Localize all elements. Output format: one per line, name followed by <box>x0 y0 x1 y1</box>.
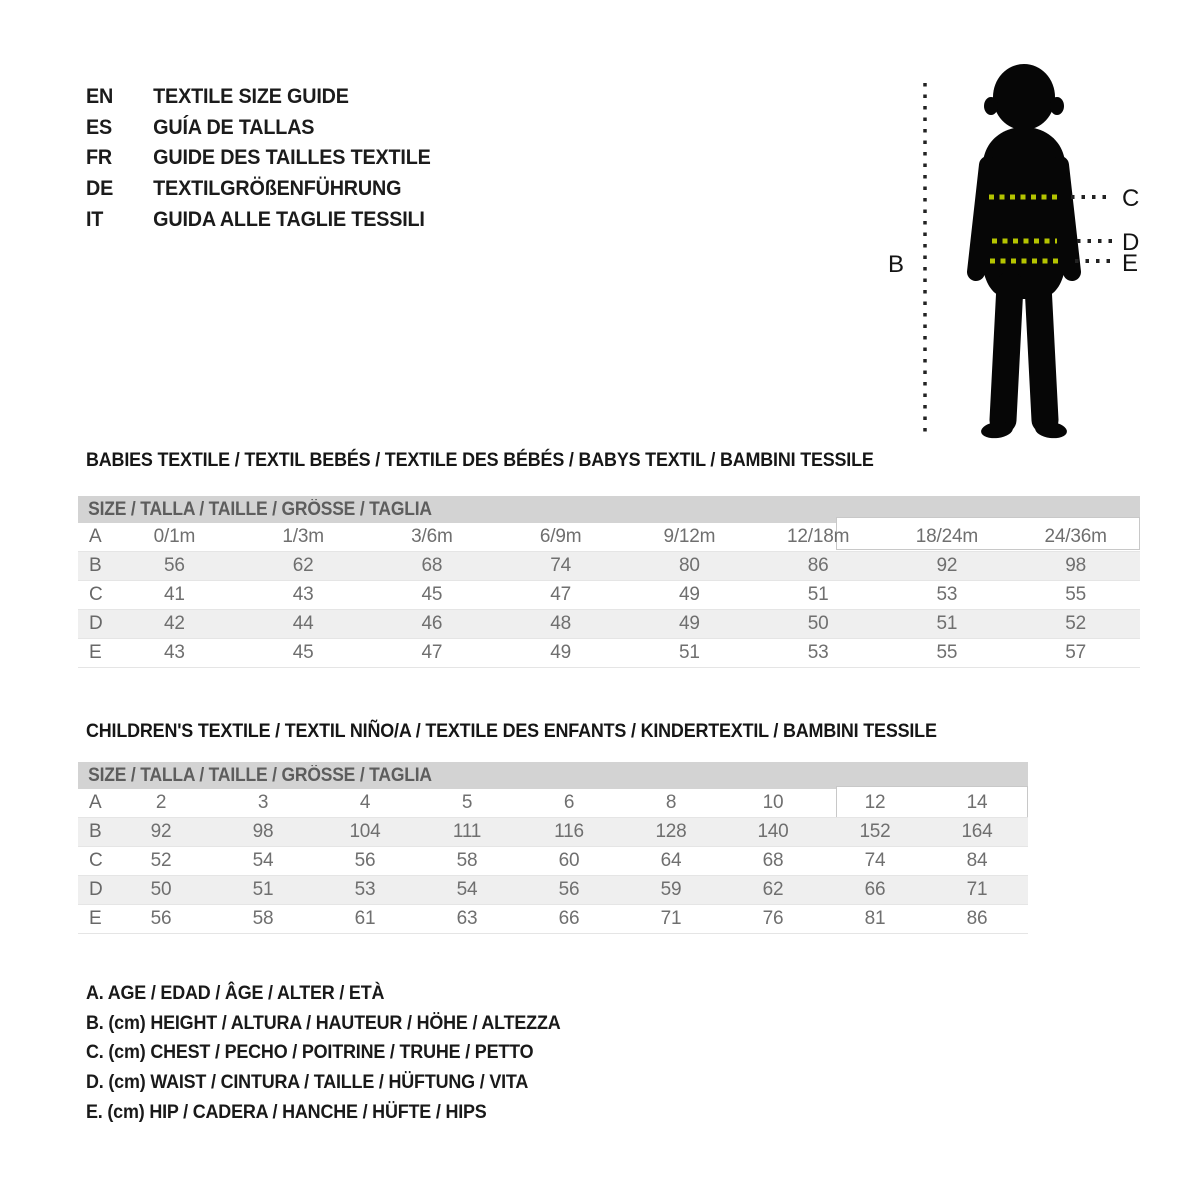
lang-title: GUIDA ALLE TAGLIE TESSILI <box>153 206 425 231</box>
children-size-header-bar <box>78 762 1028 789</box>
table-cell: 43 <box>164 642 185 663</box>
lang-row-es <box>86 112 431 143</box>
table-cell: 53 <box>936 584 958 605</box>
table-cell: 9/12m <box>663 526 716 547</box>
table-cell: 51 <box>807 584 829 605</box>
table-cell: 4 <box>359 792 371 813</box>
table-cell: 14 <box>966 792 988 813</box>
table-cell: 116 <box>554 821 584 842</box>
table-cell: 1/3m <box>282 526 324 547</box>
table-row-waist <box>78 610 1140 639</box>
table-cell: 64 <box>660 850 682 871</box>
table-cell: 10 <box>762 792 784 813</box>
table-cell: 47 <box>550 584 571 605</box>
table-cell: 61 <box>354 908 376 929</box>
table-cell: 80 <box>679 555 700 576</box>
table-cell: 55 <box>1065 584 1086 605</box>
table-cell: 152 <box>859 821 891 842</box>
table-cell: 56 <box>150 908 172 929</box>
table-cell: 50 <box>150 879 172 900</box>
table-cell: 111 <box>452 821 482 842</box>
table-cell: 62 <box>762 879 784 900</box>
table-cell: 50 <box>807 613 829 634</box>
table-cell: 8 <box>665 792 677 813</box>
size-header-label: SIZE / TALLA / TAILLE / GRÖSSE / TAGLIA <box>88 499 432 520</box>
table-cell: 3 <box>257 792 269 813</box>
table-cell: 56 <box>164 555 185 576</box>
table-cell: 12/18m <box>787 526 850 547</box>
table-cell: 24/36m <box>1044 526 1107 547</box>
table-row-chest <box>78 847 1028 876</box>
legend-line-hip: E. (cm) HIP / CADERA / HANCHE / HÜFTE / HIPS <box>86 1100 487 1123</box>
table-cell: 52 <box>1065 613 1086 634</box>
table-cell: 68 <box>762 850 784 871</box>
silhouette-arm-right <box>1060 165 1072 272</box>
table-cell: 76 <box>762 908 784 929</box>
table-cell: 98 <box>252 821 274 842</box>
table-cell: 45 <box>421 584 443 605</box>
table-cell: 71 <box>966 879 988 900</box>
babies-size-table <box>78 496 1140 668</box>
table-cell: 51 <box>936 613 958 634</box>
table-cell: 140 <box>757 821 789 842</box>
language-title-list <box>86 81 461 234</box>
lang-code: ES <box>86 114 113 139</box>
row-label: B <box>89 555 102 576</box>
table-cell: 45 <box>292 642 314 663</box>
table-cell: 104 <box>349 821 381 842</box>
table-cell: 51 <box>252 879 274 900</box>
row-label: C <box>89 850 103 871</box>
children-size-table <box>78 762 1028 934</box>
lang-row-fr <box>86 142 431 173</box>
table-cell: 86 <box>807 555 829 576</box>
silhouette-leg-left <box>1003 285 1010 420</box>
table-cell: 49 <box>679 613 700 634</box>
legend-line-height: B. (cm) HEIGHT / ALTURA / HAUTEUR / HÖHE / ALTEZZA <box>86 1011 561 1034</box>
table-cell: 3/6m <box>411 526 453 547</box>
chest-label: C <box>1122 185 1140 212</box>
table-cell: 53 <box>807 642 829 663</box>
silhouette-head <box>993 64 1055 130</box>
table-cell: 86 <box>966 908 988 929</box>
silhouette-ear-right <box>1050 97 1064 115</box>
table-cell: 2 <box>155 792 167 813</box>
table-cell: 164 <box>961 821 993 842</box>
lang-code: FR <box>86 145 113 170</box>
table-cell: 6 <box>563 792 575 813</box>
row-label: E <box>89 642 102 663</box>
lang-title: GUÍA DE TALLAS <box>153 114 315 139</box>
child-measurement-figure <box>855 35 1155 445</box>
table-cell: 43 <box>292 584 314 605</box>
table-cell: 53 <box>354 879 376 900</box>
table-cell: 59 <box>660 879 682 900</box>
table-cell: 52 <box>150 850 172 871</box>
silhouette-arm-left <box>976 165 988 272</box>
table-cell: 57 <box>1065 642 1086 663</box>
row-label: B <box>89 821 102 842</box>
babies-table-body <box>78 523 1140 668</box>
children-table-body <box>78 789 1028 934</box>
table-cell: 44 <box>292 613 314 634</box>
table-cell: 74 <box>550 555 571 576</box>
legend-line-age: A. AGE / EDAD / ÂGE / ALTER / ETÀ <box>86 982 385 1005</box>
table-cell: 49 <box>679 584 700 605</box>
silhouette-torso <box>979 127 1070 299</box>
table-cell: 51 <box>679 642 700 663</box>
table-row-height <box>78 552 1140 581</box>
table-cell: 55 <box>936 642 958 663</box>
lang-title: TEXTILGRÖßENFÜHRUNG <box>153 175 402 200</box>
table-cell: 74 <box>864 850 886 871</box>
table-cell: 62 <box>292 555 314 576</box>
row-label: E <box>89 908 102 929</box>
children-section-title: CHILDREN'S TEXTILE / TEXTIL NIÑO/A / TEXTILE DES ENFANTS / KINDERTEXTIL / BAMBINI TESSILE <box>86 720 937 742</box>
table-cell: 60 <box>558 850 580 871</box>
table-cell: 42 <box>164 613 185 634</box>
row-label: A <box>89 792 102 813</box>
table-cell: 68 <box>421 555 443 576</box>
table-cell: 48 <box>550 613 571 634</box>
table-cell: 58 <box>456 850 478 871</box>
table-cell: 58 <box>252 908 274 929</box>
lang-title: TEXTILE SIZE GUIDE <box>153 83 349 108</box>
waist-label: D <box>1122 229 1140 256</box>
table-cell: 46 <box>421 613 443 634</box>
lang-code: DE <box>86 175 114 200</box>
silhouette-ear-left <box>984 97 998 115</box>
table-cell: 98 <box>1065 555 1086 576</box>
table-cell: 47 <box>421 642 443 663</box>
table-cell: 54 <box>456 879 478 900</box>
table-row-height <box>78 818 1028 847</box>
table-cell: 5 <box>461 792 473 813</box>
table-cell: 0/1m <box>153 526 196 547</box>
legend-line-chest: C. (cm) CHEST / PECHO / POITRINE / TRUHE / PETTO <box>86 1041 534 1064</box>
row-label: A <box>89 526 102 547</box>
table-row-hip <box>78 905 1028 934</box>
height-label: B <box>888 251 905 278</box>
table-cell: 12 <box>864 792 886 813</box>
table-cell: 41 <box>164 584 185 605</box>
silhouette-leg-right <box>1038 285 1045 420</box>
size-header-label: SIZE / TALLA / TAILLE / GRÖSSE / TAGLIA <box>88 765 432 786</box>
lang-row-en <box>86 81 431 112</box>
table-cell: 56 <box>354 850 376 871</box>
lang-row-it <box>86 204 431 235</box>
table-cell: 18/24m <box>915 526 978 547</box>
table-cell: 71 <box>660 908 682 929</box>
table-row-hip <box>78 639 1140 668</box>
table-cell: 49 <box>550 642 571 663</box>
row-label: D <box>89 613 103 634</box>
table-row-age <box>78 789 1028 818</box>
child-silhouette <box>976 64 1072 440</box>
lang-title: GUIDE DES TAILLES TEXTILE <box>153 145 431 170</box>
table-cell: 63 <box>456 908 478 929</box>
legend-line-waist: D. (cm) WAIST / CINTURA / TAILLE / HÜFTUNG / VITA <box>86 1071 529 1094</box>
table-row-chest <box>78 581 1140 610</box>
lang-code: EN <box>86 83 114 108</box>
hip-label: E <box>1122 250 1139 277</box>
table-cell: 54 <box>252 850 274 871</box>
table-cell: 66 <box>558 908 580 929</box>
table-cell: 92 <box>936 555 958 576</box>
babies-section-title: BABIES TEXTILE / TEXTIL BEBÉS / TEXTILE DES BÉBÉS / BABYS TEXTIL / BAMBINI TESSILE <box>86 449 874 471</box>
measurement-legend <box>86 979 602 1127</box>
table-cell: 128 <box>655 821 687 842</box>
lang-row-de <box>86 173 431 204</box>
table-cell: 92 <box>150 821 172 842</box>
table-row-age <box>78 523 1140 552</box>
table-cell: 84 <box>966 850 988 871</box>
table-cell: 66 <box>864 879 886 900</box>
table-cell: 81 <box>864 908 886 929</box>
table-cell: 6/9m <box>539 526 582 547</box>
row-label: C <box>89 584 103 605</box>
table-row-waist <box>78 876 1028 905</box>
table-cell: 56 <box>558 879 580 900</box>
lang-code: IT <box>86 206 104 231</box>
row-label: D <box>89 879 103 900</box>
